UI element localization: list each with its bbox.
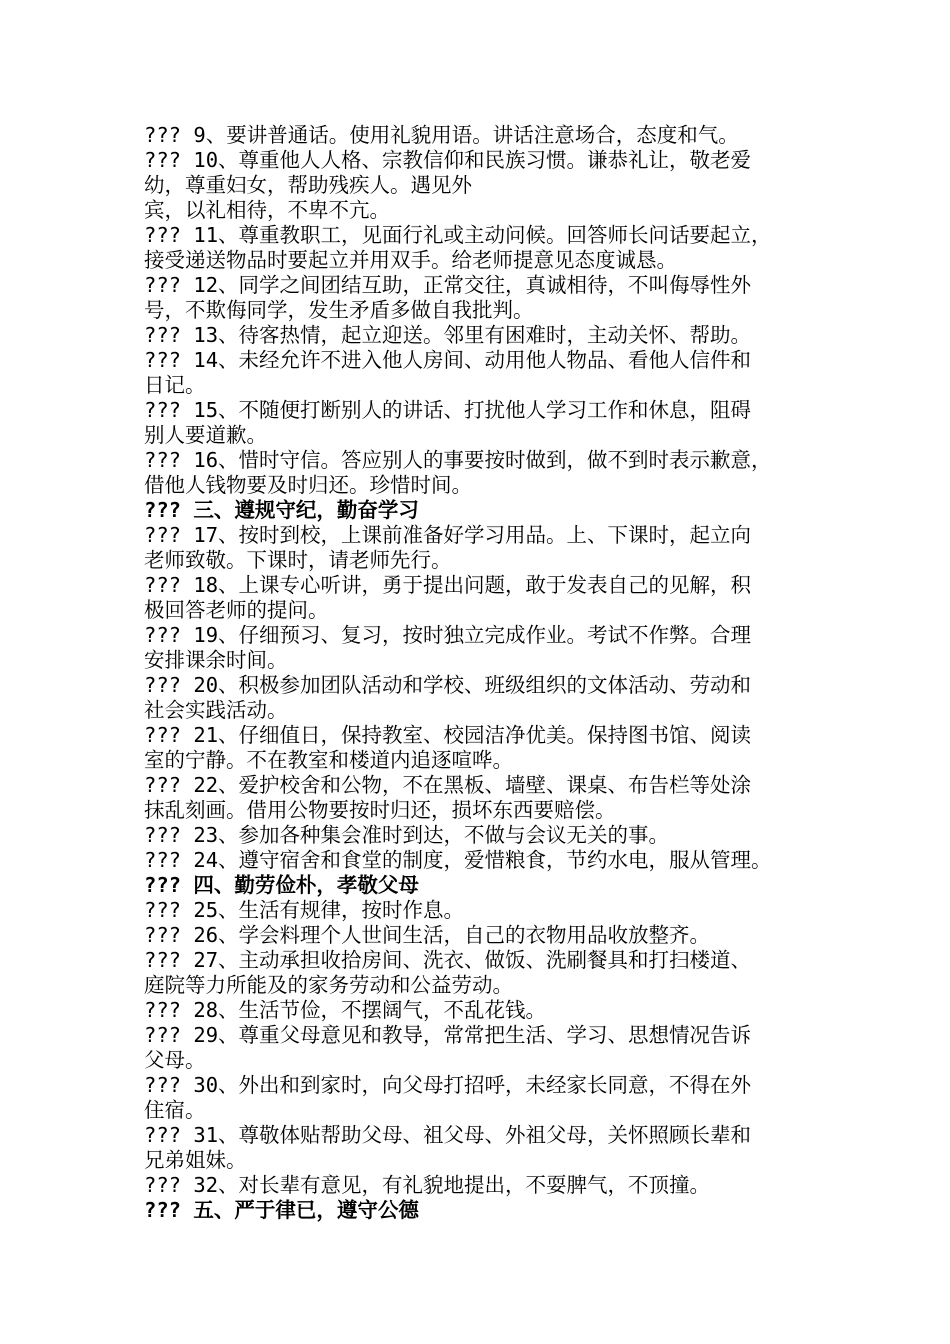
text-line: 极回答老师的提问。 [144,598,329,622]
text-line: 安排课余时间。 [144,648,288,672]
text-line: ??? 13、待客热情，起立迎送。邻里有困难时，主动关怀、帮助。 [144,323,752,347]
text-line: ??? 29、尊重父母意见和教导，常常把生活、学习、思想情况告诉 [144,1023,752,1047]
text-line: 室的宁静。不在教室和楼道内追逐喧哗。 [144,748,513,772]
text-line: 号，不欺侮同学，发生矛盾多做自我批判。 [144,298,534,322]
text-line: 幼，尊重妇女，帮助残疾人。遇见外 [144,173,472,197]
text-line: ??? 11、尊重教职工，见面行礼或主动问候。回答师长问话要起立， [144,223,772,247]
text-line: 庭院等力所能及的家务劳动和公益劳动。 [144,973,513,997]
text-line: 宾，以礼相待，不卑不亢。 [144,198,390,222]
text-line: 父母。 [144,1048,206,1072]
text-line: ??? 20、积极参加团队活动和学校、班级组织的文体活动、劳动和 [144,673,752,697]
text-line: 社会实践活动。 [144,698,288,722]
text-line: 接受递送物品时要起立并用双手。给老师提意见态度诚恳。 [144,248,677,272]
section-heading: ??? 五、严于律已，遵守公德 [144,1198,419,1222]
text-line: ??? 15、不随便打断别人的讲话、打扰他人学习工作和休息，阻碍 [144,398,752,422]
text-line: 别人要道歉。 [144,423,267,447]
text-line: ??? 16、惜时守信。答应别人的事要按时做到，做不到时表示歉意， [144,448,772,472]
text-line: ??? 26、学会料理个人世间生活，自己的衣物用品收放整齐。 [144,923,711,947]
text-line: ??? 31、尊敬体贴帮助父母、祖父母、外祖父母，关怀照顾长辈和 [144,1123,752,1147]
section-heading: ??? 四、勤劳俭朴，孝敬父母 [144,873,419,897]
text-line: ??? 22、爱护校舍和公物，不在黑板、墙壁、课桌、布告栏等处涂 [144,773,752,797]
text-line: 住宿。 [144,1098,206,1122]
text-line: ??? 32、对长辈有意见，有礼貌地提出，不耍脾气，不顶撞。 [144,1173,711,1197]
text-line: 抹乱刻画。借用公物要按时归还，损坏东西要赔偿。 [144,798,616,822]
text-line: ??? 12、同学之间团结互助，正常交往，真诚相待，不叫侮辱性外 [144,273,752,297]
text-line: ??? 9、要讲普通话。使用礼貌用语。讲话注意场合，态度和气。 [144,123,739,147]
text-line: ??? 17、按时到校，上课前准备好学习用品。上、下课时，起立向 [144,523,752,547]
text-line: ??? 30、外出和到家时，向父母打招呼，未经家长同意，不得在外 [144,1073,752,1097]
text-line: 老师致敬。下课时，请老师先行。 [144,548,452,572]
text-line: 日记。 [144,373,206,397]
text-line: ??? 14、未经允许不进入他人房间、动用他人物品、看他人信件和 [144,348,752,372]
text-line: ??? 24、遵守宿舍和食堂的制度，爱惜粮食，节约水电，服从管理。 [144,848,772,872]
text-line: ??? 21、仔细值日，保持教室、校园洁净优美。保持图书馆、阅读 [144,723,752,747]
document-body [144,123,824,1223]
text-line: ??? 18、上课专心听讲，勇于提出问题，敢于发表自己的见解，积 [144,573,752,597]
text-line: 借他人钱物要及时归还。珍惜时间。 [144,473,472,497]
text-line: ??? 25、生活有规律，按时作息。 [144,898,465,922]
text-line: ??? 28、生活节俭，不摆阔气，不乱花钱。 [144,998,547,1022]
section-heading: ??? 三、遵规守纪，勤奋学习 [144,498,419,522]
text-line: ??? 10、尊重他人人格、宗教信仰和民族习惯。谦恭礼让，敬老爱 [144,148,752,172]
text-line: ??? 23、参加各种集会准时到达，不做与会议无关的事。 [144,823,670,847]
text-line: 兄弟姐妹。 [144,1148,247,1172]
text-line: ??? 19、仔细预习、复习，按时独立完成作业。考试不作弊。合理 [144,623,752,647]
text-line: ??? 27、主动承担收拾房间、洗衣、做饭、洗刷餐具和打扫楼道、 [144,948,752,972]
